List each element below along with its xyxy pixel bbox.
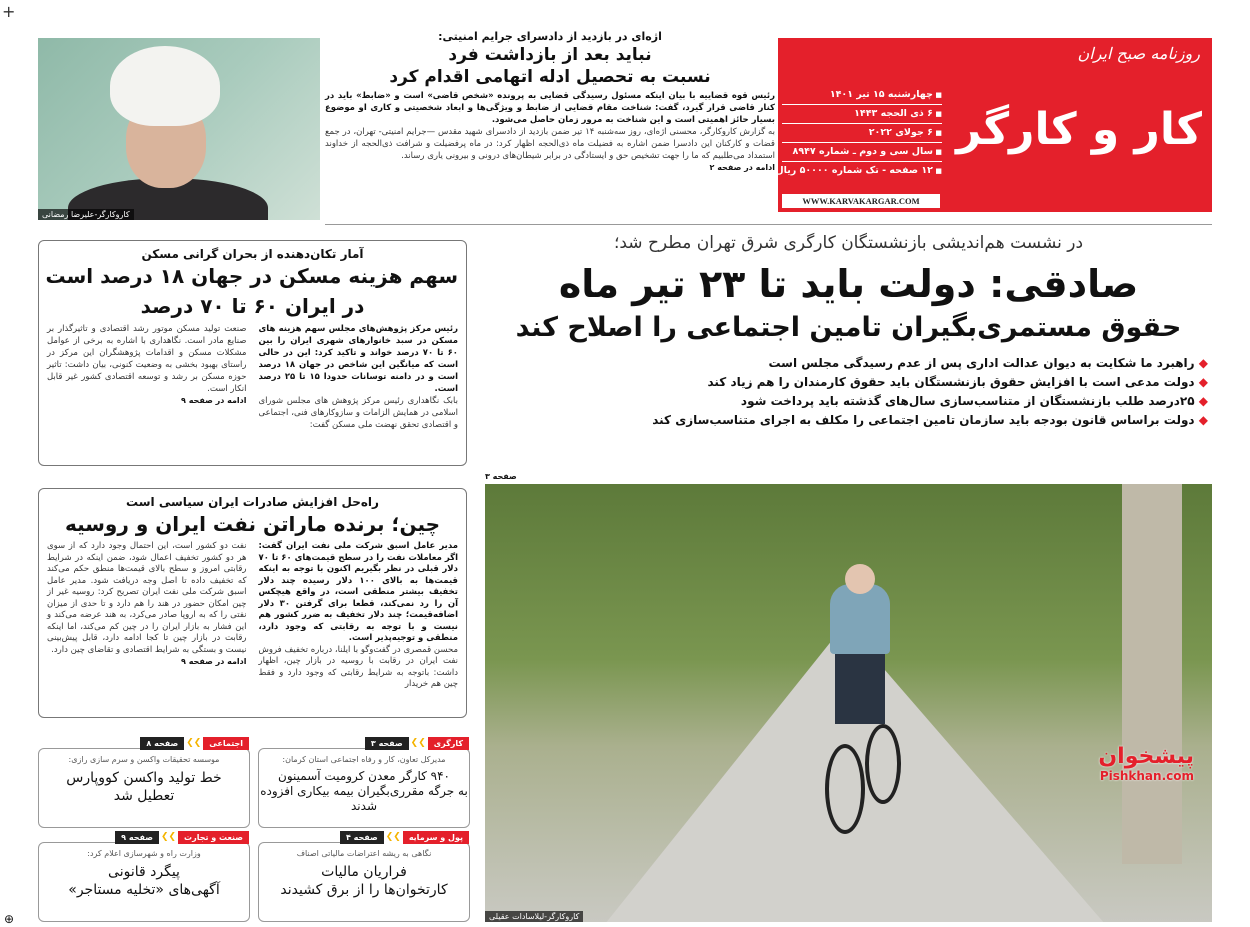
masthead-tagline: روزنامه صبح ایران (1077, 44, 1200, 63)
bullet-item: ◆ راهبرد ما شکایت به دیوان عدالت اداری پس از عدم رسیدگی مجلس است (768, 356, 1208, 370)
section-label: کارگری ❯❯ صفحه ۳ (365, 737, 469, 750)
teaser-labor[interactable]: کارگری ❯❯ صفحه ۳ مدیرکل تعاون، کار و رفاه اجتماعی استان کرمان: ۹۴۰ کارگر معدن کرومیت آسمینون به جرگه مقرری‌بگیران بیمه بیکاری افزوده شدند (258, 748, 470, 828)
teaser-social[interactable]: اجتماعی ❯❯ صفحه ۸ موسسه تحقیقات واکسن و سرم سازی رازی: خط تولید واکسن کووپارس تعطیل شد (38, 748, 250, 828)
main-story-kicker: در نشست هم‌اندیشی بازنشستگان کارگری شرق تهران مطرح شد؛ (613, 233, 1084, 253)
housing-headline-2: در ایران ۶۰ تا ۷۰ درصد (140, 294, 365, 318)
housing-body: بابک نگاهداری رئیس مرکز پژوهش های مجلس شورای اسلامی در همایش الزامات و سازوکارهای فنی، اجتماعی و اقتصادی تحقق نهضت ملی مسکن گفت: (258, 396, 458, 430)
section-label: پول و سرمایه ❯❯ صفحه ۴ (340, 831, 469, 844)
top-story-lead: رئیس قوه قضاییه با بیان اینکه مسئول رسیدگی قضایی به پرونده «شخص قاضی» است و «ضابط» باید در کنار قاضی قرار گیرد، گفت: شناخت مقام قضایی از ضابط و ویژگی‌ها و ابعاد شخصیتی و کاری او موضوع بسیار حائز اهمیتی است و این شناخت به مرور زمان حاصل می‌شود. (325, 91, 775, 125)
photo-caption: کاروکارگر-علیرضا رمضانی (38, 209, 134, 220)
oil-story[interactable] (38, 488, 467, 718)
chevron-icon: ❯❯ (160, 832, 177, 842)
oil-headline: چین؛ برنده ماراتن نفت ایران و روسیه (64, 512, 441, 536)
bullet-item: ◆ ۲۵درصد طلب بازنشستگان از متناسب‌سازی سال‌های گذشته باید پرداخت شود (740, 394, 1208, 408)
teaser-money[interactable]: پول و سرمایه ❯❯ صفحه ۴ نگاهی به ریشه اعتراضات مالیاتی اصناف فراریان مالیات کارتخوان‌ها را از برق کشیدند (258, 842, 470, 922)
main-story[interactable] (485, 232, 1212, 430)
newspaper-logo: کار و کارگر (956, 104, 1202, 155)
oil-body: محسن قمصری در گفت‌وگو با ایلنا، درباره تخفیف فروش نفت ایران در رقابت با روسیه در بازار چین، اظهار داشت: باتوجه به شرایط رقابتی که وجود دارد و فقط چین هم خریدار (258, 644, 458, 689)
bullet-item: ◆ دولت مدعی است با افزایش حقوق بازنشستگان باید حقوق کارمندان را هم زیاد کند (707, 375, 1208, 389)
main-headline-1: صادقی: دولت باید تا ۲۳ تیر ماه (558, 262, 1139, 306)
pishkhan-watermark: پیشخوان Pishkhan.com (1098, 744, 1194, 783)
top-story-photo (38, 38, 320, 220)
main-bullets (485, 354, 1212, 430)
registration-mark-icon: ⊕ (4, 912, 15, 926)
continued-link[interactable]: ادامه در صفحه ۹ (181, 396, 247, 405)
issue-price: ■ ۱۲ صفحه - تک شماره ۵۰۰۰۰ ریال (782, 162, 942, 180)
diamond-icon: ◆ (1198, 413, 1208, 427)
housing-story[interactable] (38, 240, 467, 466)
top-story-headline-2: نسبت به تحصیل ادله اتهامی اقدام کرد (389, 67, 711, 87)
top-story[interactable] (325, 30, 775, 173)
housing-kicker: آمار تکان‌دهنده از بحران گرانی مسکن (141, 247, 364, 261)
masthead (775, 38, 1212, 212)
continued-link[interactable]: ادامه در صفحه ۹ (181, 657, 247, 666)
oil-lead: مدیر عامل اسبق شرکت ملی نفت ایران گفت: اگر معاملات نفت را در سطح قیمت‌های ۶۰ تا ۷۰ دلار قبلی در نظر بگیریم اکنون با توجه به اینکه قیمت‌ها به بالای ۱۰۰ دلار رسیده چند دلار تخفیف بیشتر منطقی است، در واقع هیچکس آن را رد نمی‌کند، قطعا برای گرفتن ۳۰ دلار اضافه‌قیمت؛ چند دلار تخفیف به ضرر کشور هم نیست و با توجه به رقابتی که وجود دارد، منطقی و توجیه‌پذیر است. (258, 541, 458, 643)
issue-info (775, 86, 942, 180)
bullet-item: ◆ دولت براساس قانون بودجه باید سازمان تامین اجتماعی را مکلف به اجرای متناسب‌سازی کند (652, 413, 1208, 427)
top-story-kicker: اژه‌ای در بازدید از دادسرای جرایم امنیتی: (438, 30, 662, 43)
housing-headline-1: سهم هزینه مسکن در جهان ۱۸ درصد است (45, 264, 458, 288)
crosshair-mark: + (2, 2, 16, 21)
divider (325, 224, 1212, 225)
main-story-photo (485, 484, 1212, 922)
diamond-icon: ◆ (1198, 375, 1208, 389)
housing-lead: رئیس مرکز پژوهش‌های مجلس سهم هزینه های مسکن در سبد خانوارهای شهری ایران را بین ۶۰ تا ۷۰ درصد خواند و تاکید کرد: این در حالی است که میانگین این شاخص در جهان ۱۸ درصد است و در دامنه توسانات حدودا ۱۵ تا ۲۵ درصد است. (258, 324, 458, 394)
website-url[interactable]: WWW.KARVAKARGAR.COM (782, 194, 940, 208)
chevron-icon: ❯❯ (385, 832, 401, 842)
section-label: اجتماعی ❯❯ صفحه ۸ (140, 737, 249, 750)
chevron-icon: ❯❯ (186, 738, 202, 748)
housing-body-2: صنعت تولید مسکن موتور رشد اقتصادی و تاثیرگذار بر صنایع مادر است. نگاهداری با اشاره به برخی از عوامل مشکلات مسکن و اقدامات پژوهشگران این مرکز در راستای بهبود بخشی به وضعیت کنونی، بیان داشت: تاثیر حوزه مسکن بر رشد و توسعه اقتصادی کشور غیر قابل انکار است. (47, 324, 247, 394)
top-story-headline-1: نباید بعد از بازداشت فرد (448, 45, 652, 65)
main-headline-2: حقوق مستمری‌بگیران تامین اجتماعی را اصلاح کند (515, 312, 1182, 343)
diamond-icon: ◆ (1198, 356, 1208, 370)
issue-date-persian: ■ چهارشنبه ۱۵ تیر ۱۴۰۱ (782, 86, 942, 105)
section-label: صنعت و تجارت ❯❯ صفحه ۹ (115, 831, 249, 844)
main-page-ref[interactable]: صفحه ۳ (485, 472, 517, 481)
continued-link[interactable]: ادامه در صفحه ۲ (709, 163, 775, 172)
teaser-industry[interactable]: صنعت و تجارت ❯❯ صفحه ۹ وزارت راه و شهرسازی اعلام کرد: پیگرد قانونی آگهی‌های «تخلیه مستاجر» (38, 842, 250, 922)
oil-kicker: راه‌حل افزایش صادرات ایران سیاسی است (126, 495, 379, 509)
diamond-icon: ◆ (1198, 394, 1208, 408)
oil-body-2: نفت دو کشور است، این احتمال وجود دارد که از سوی هر دو کشور تخفیف اعمال شود، ضمن اینکه در شرایط رقابتی امروز و سطح بالای قیمت‌ها منطق حکم می‌کند که تخفیف داده تا اصل وجه دریافت شود. مدیر عامل اسبق شرکت ملی نفت ایران تصریح کرد: روسیه غیر از چین امکان حضور در هند را هم دارد و تا حدی از میزان نفتی را که به اروپا صادر می‌کرد، به هند عرضه می‌کند و این فشار به بازار ایران را در چین کم می‌کند، اما اینکه رقابت در بازار چین تا کجا ادامه دارد، قابل پیش‌بینی نیست و بستگی به شرایط اقتصادی و تقاضای چین دارد. (47, 541, 247, 655)
top-story-body: به گزارش کاروکارگر، محسنی اژه‌ای، روز سه‌شنبه ۱۴ تیر ضمن بازدید از دادسرای شهید مقدس —جرایم امنیتی- تهران، در جمع قضات و کارکنان این دادسرا ضمن اشاره به فضیلت ماه ذی‌الحجه اظهار کرد: در ماه پرفضیلت و شرافت ذی‌الحجه از خداوند استمداد می‌طلبیم که ما را جهت تشخیص حق و ایستادگی در برابر شیطان‌های درونی و بیرونی یاری رساند. (325, 127, 775, 161)
photo-caption: کاروکارگر-لیلاسادات عقیلی (485, 911, 583, 922)
issue-number: ■ سال سی و دوم ـ شماره ۸۹۴۷ (782, 143, 942, 162)
issue-date-hijri: ■ ۶ ذی الحجه ۱۴۴۳ (782, 105, 942, 124)
chevron-icon: ❯❯ (410, 738, 426, 748)
issue-date-gregorian: ■ ۶ جولای ۲۰۲۲ (782, 124, 942, 143)
